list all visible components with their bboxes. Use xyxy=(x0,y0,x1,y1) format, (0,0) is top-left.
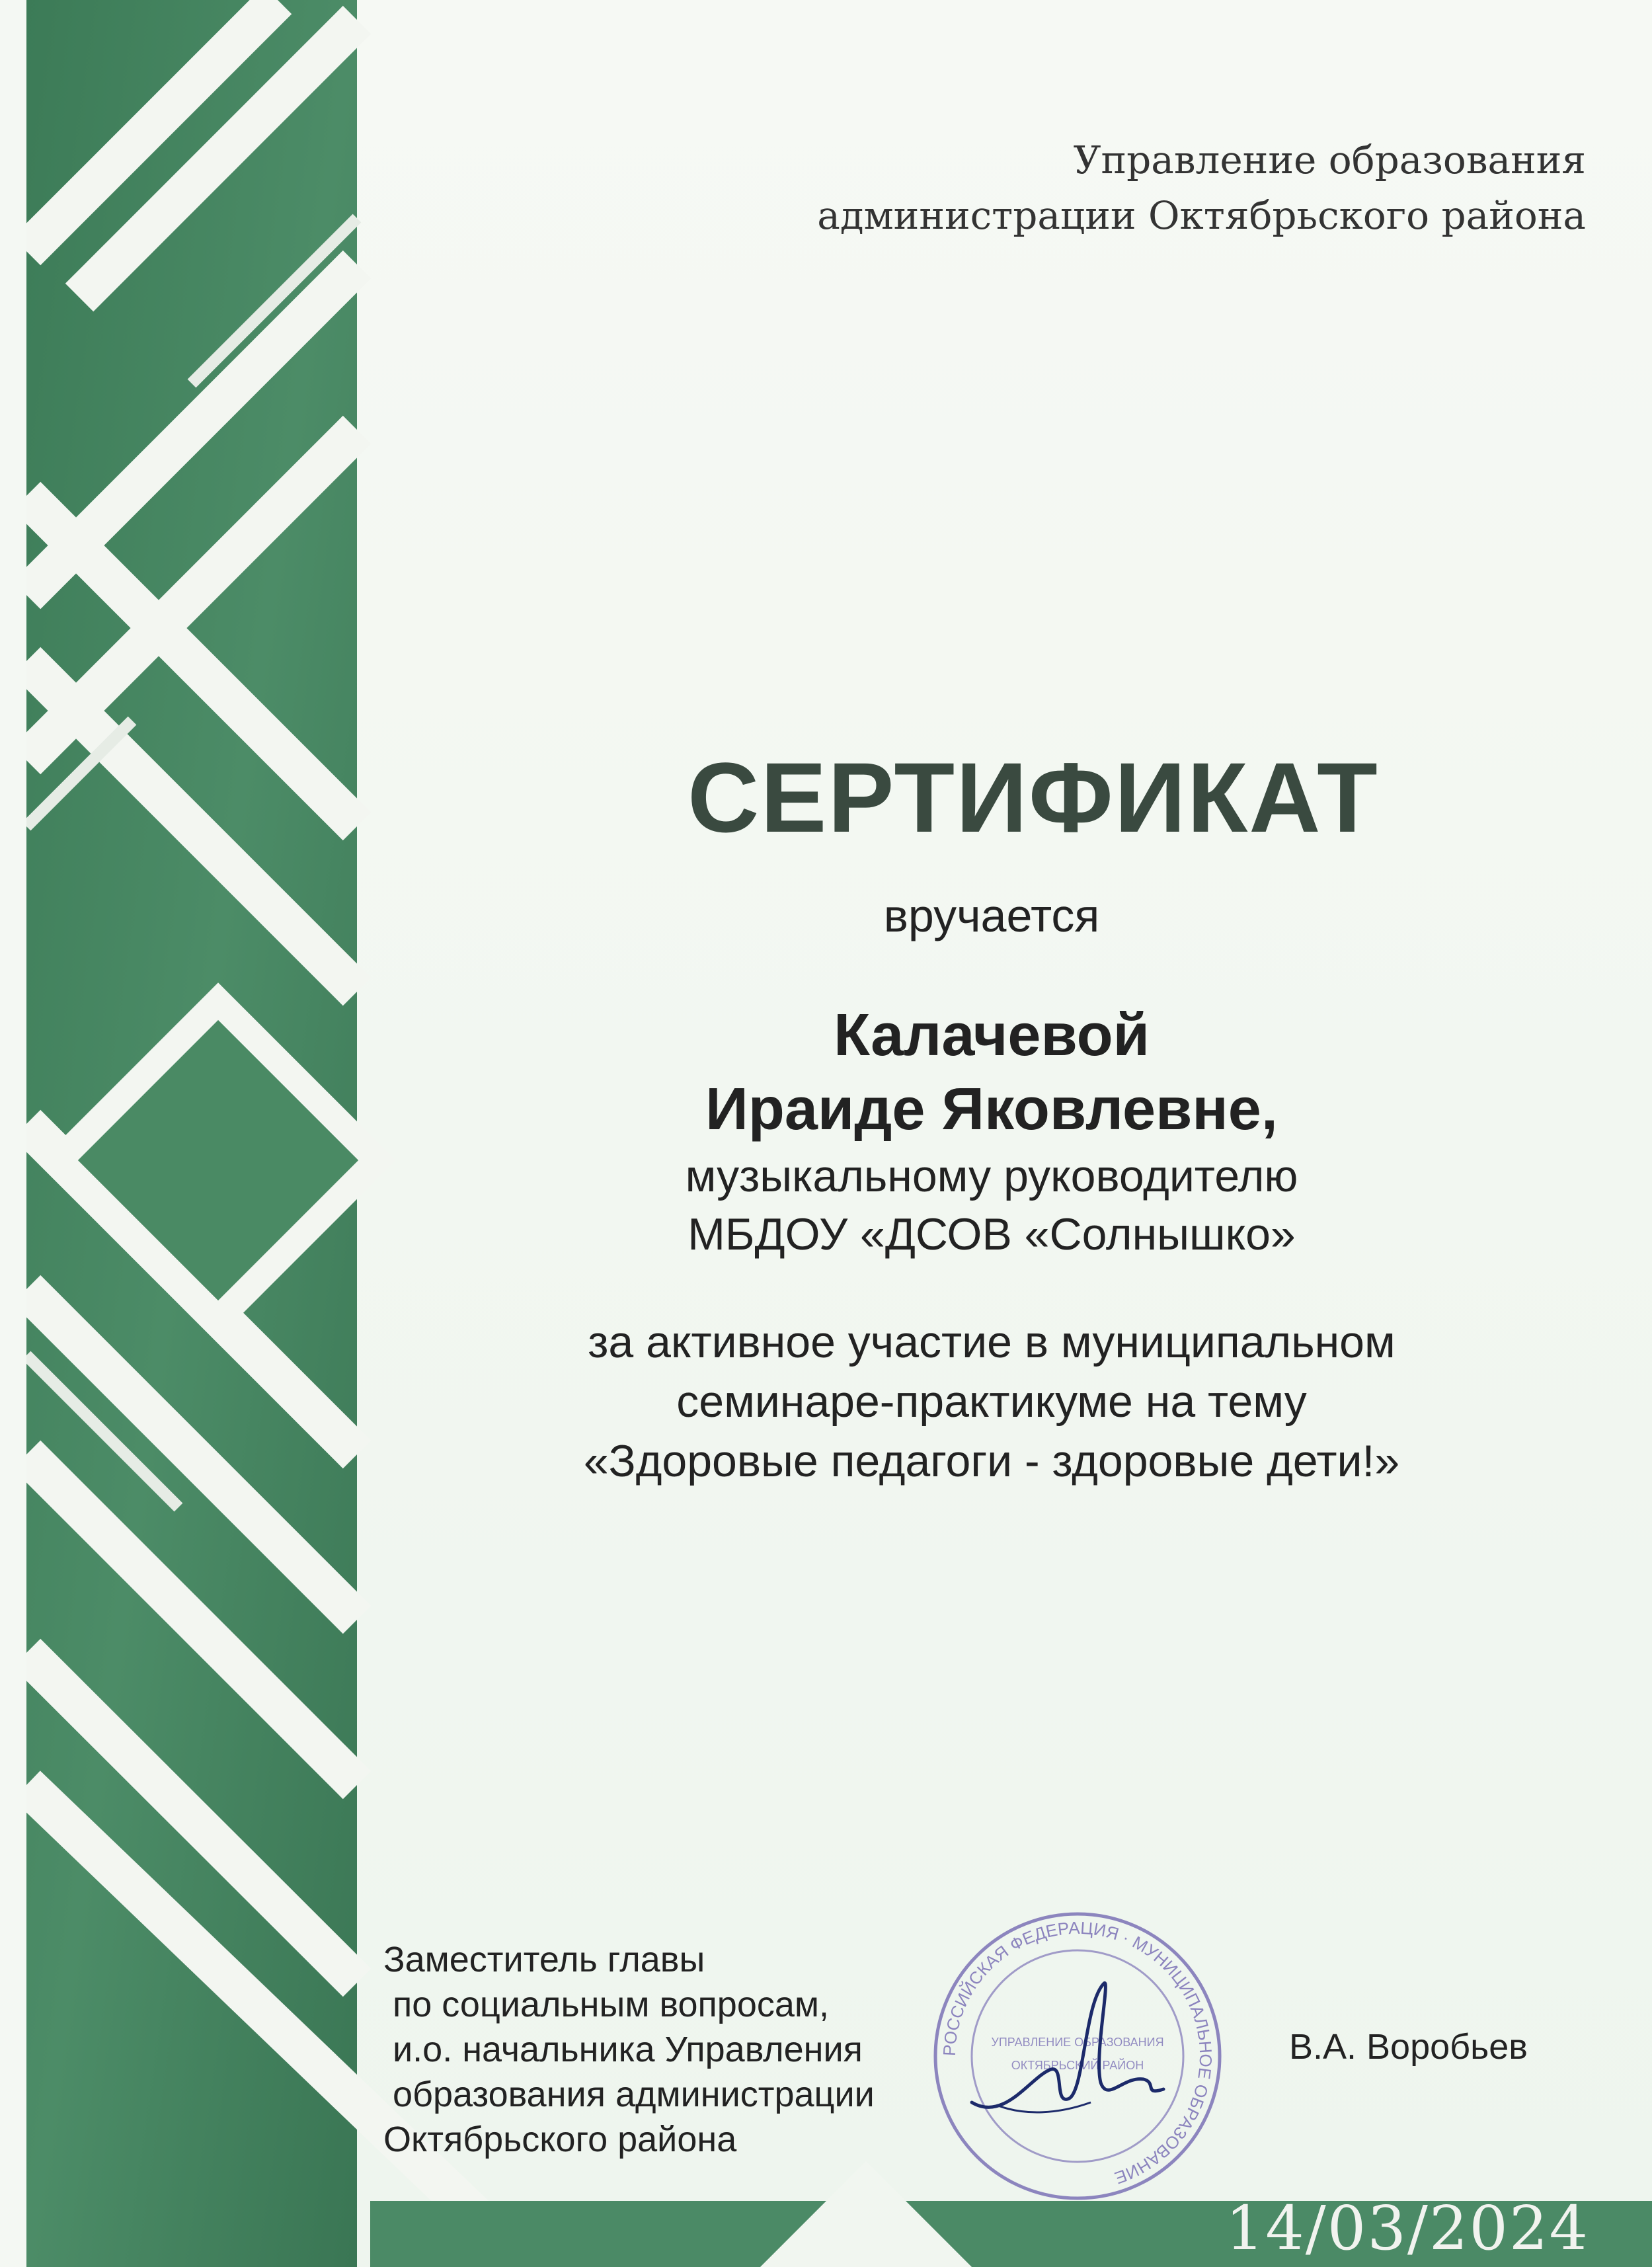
recipient-given-names: Ираиде Яковлевне, xyxy=(705,1076,1278,1142)
awarded-text: вручается xyxy=(883,890,1100,941)
stamp-ring-text: РОССИЙСКАЯ ФЕДЕРАЦИЯ · МУНИЦИПАЛЬНОЕ ОБРАЗОВАНИЕ xyxy=(939,1917,1216,2188)
reason-line-1: за активное участие в муниципальном xyxy=(588,1317,1396,1367)
position-line-2: по социальным вопросам, xyxy=(393,1985,830,2024)
issue-date: 14/03/2024 xyxy=(1225,2193,1589,2264)
issuer-header xyxy=(660,132,1586,243)
recipient-name xyxy=(463,998,1520,1146)
recipient-role xyxy=(463,1147,1520,1263)
footer-notch xyxy=(760,2161,972,2267)
stamp-inner-text-2: ОКТЯБРЬСКИЙ РАЙОН xyxy=(1011,2059,1144,2072)
position-line-5: Октябрьского района xyxy=(383,2120,737,2159)
position-line-3: и.о. начальника Управления xyxy=(393,2030,863,2069)
reason-line-2: семинаре-практикуме на тему xyxy=(676,1376,1307,1427)
signatory-position xyxy=(383,1937,978,2162)
reason-line-3: «Здоровые педагоги - здоровые дети!» xyxy=(583,1436,1400,1486)
recipient-surname: Калачевой xyxy=(834,1002,1150,1068)
award-reason xyxy=(463,1312,1520,1491)
issuer-line-2: администрации Октябрьского района xyxy=(817,193,1586,238)
signatory-name: В.А. Воробьев xyxy=(1289,2027,1528,2067)
role-line-1: музыкальному руководителю xyxy=(685,1151,1298,1201)
position-line-4: образования администрации xyxy=(393,2075,875,2114)
issuer-line-1: Управление образования xyxy=(1073,138,1586,182)
position-line-1: Заместитель главы xyxy=(383,1940,705,1979)
certificate-title: СЕРТИФИКАТ xyxy=(688,742,1379,853)
stamp-inner-text-1: УПРАВЛЕНИЕ ОБРАЗОВАНИЯ xyxy=(991,2036,1164,2049)
svg-text:РОССИЙСКАЯ ФЕДЕРАЦИЯ · МУНИЦИП xyxy=(939,1918,1216,2188)
role-line-2: МБДОУ «ДСОВ «Солнышко» xyxy=(688,1209,1296,1259)
